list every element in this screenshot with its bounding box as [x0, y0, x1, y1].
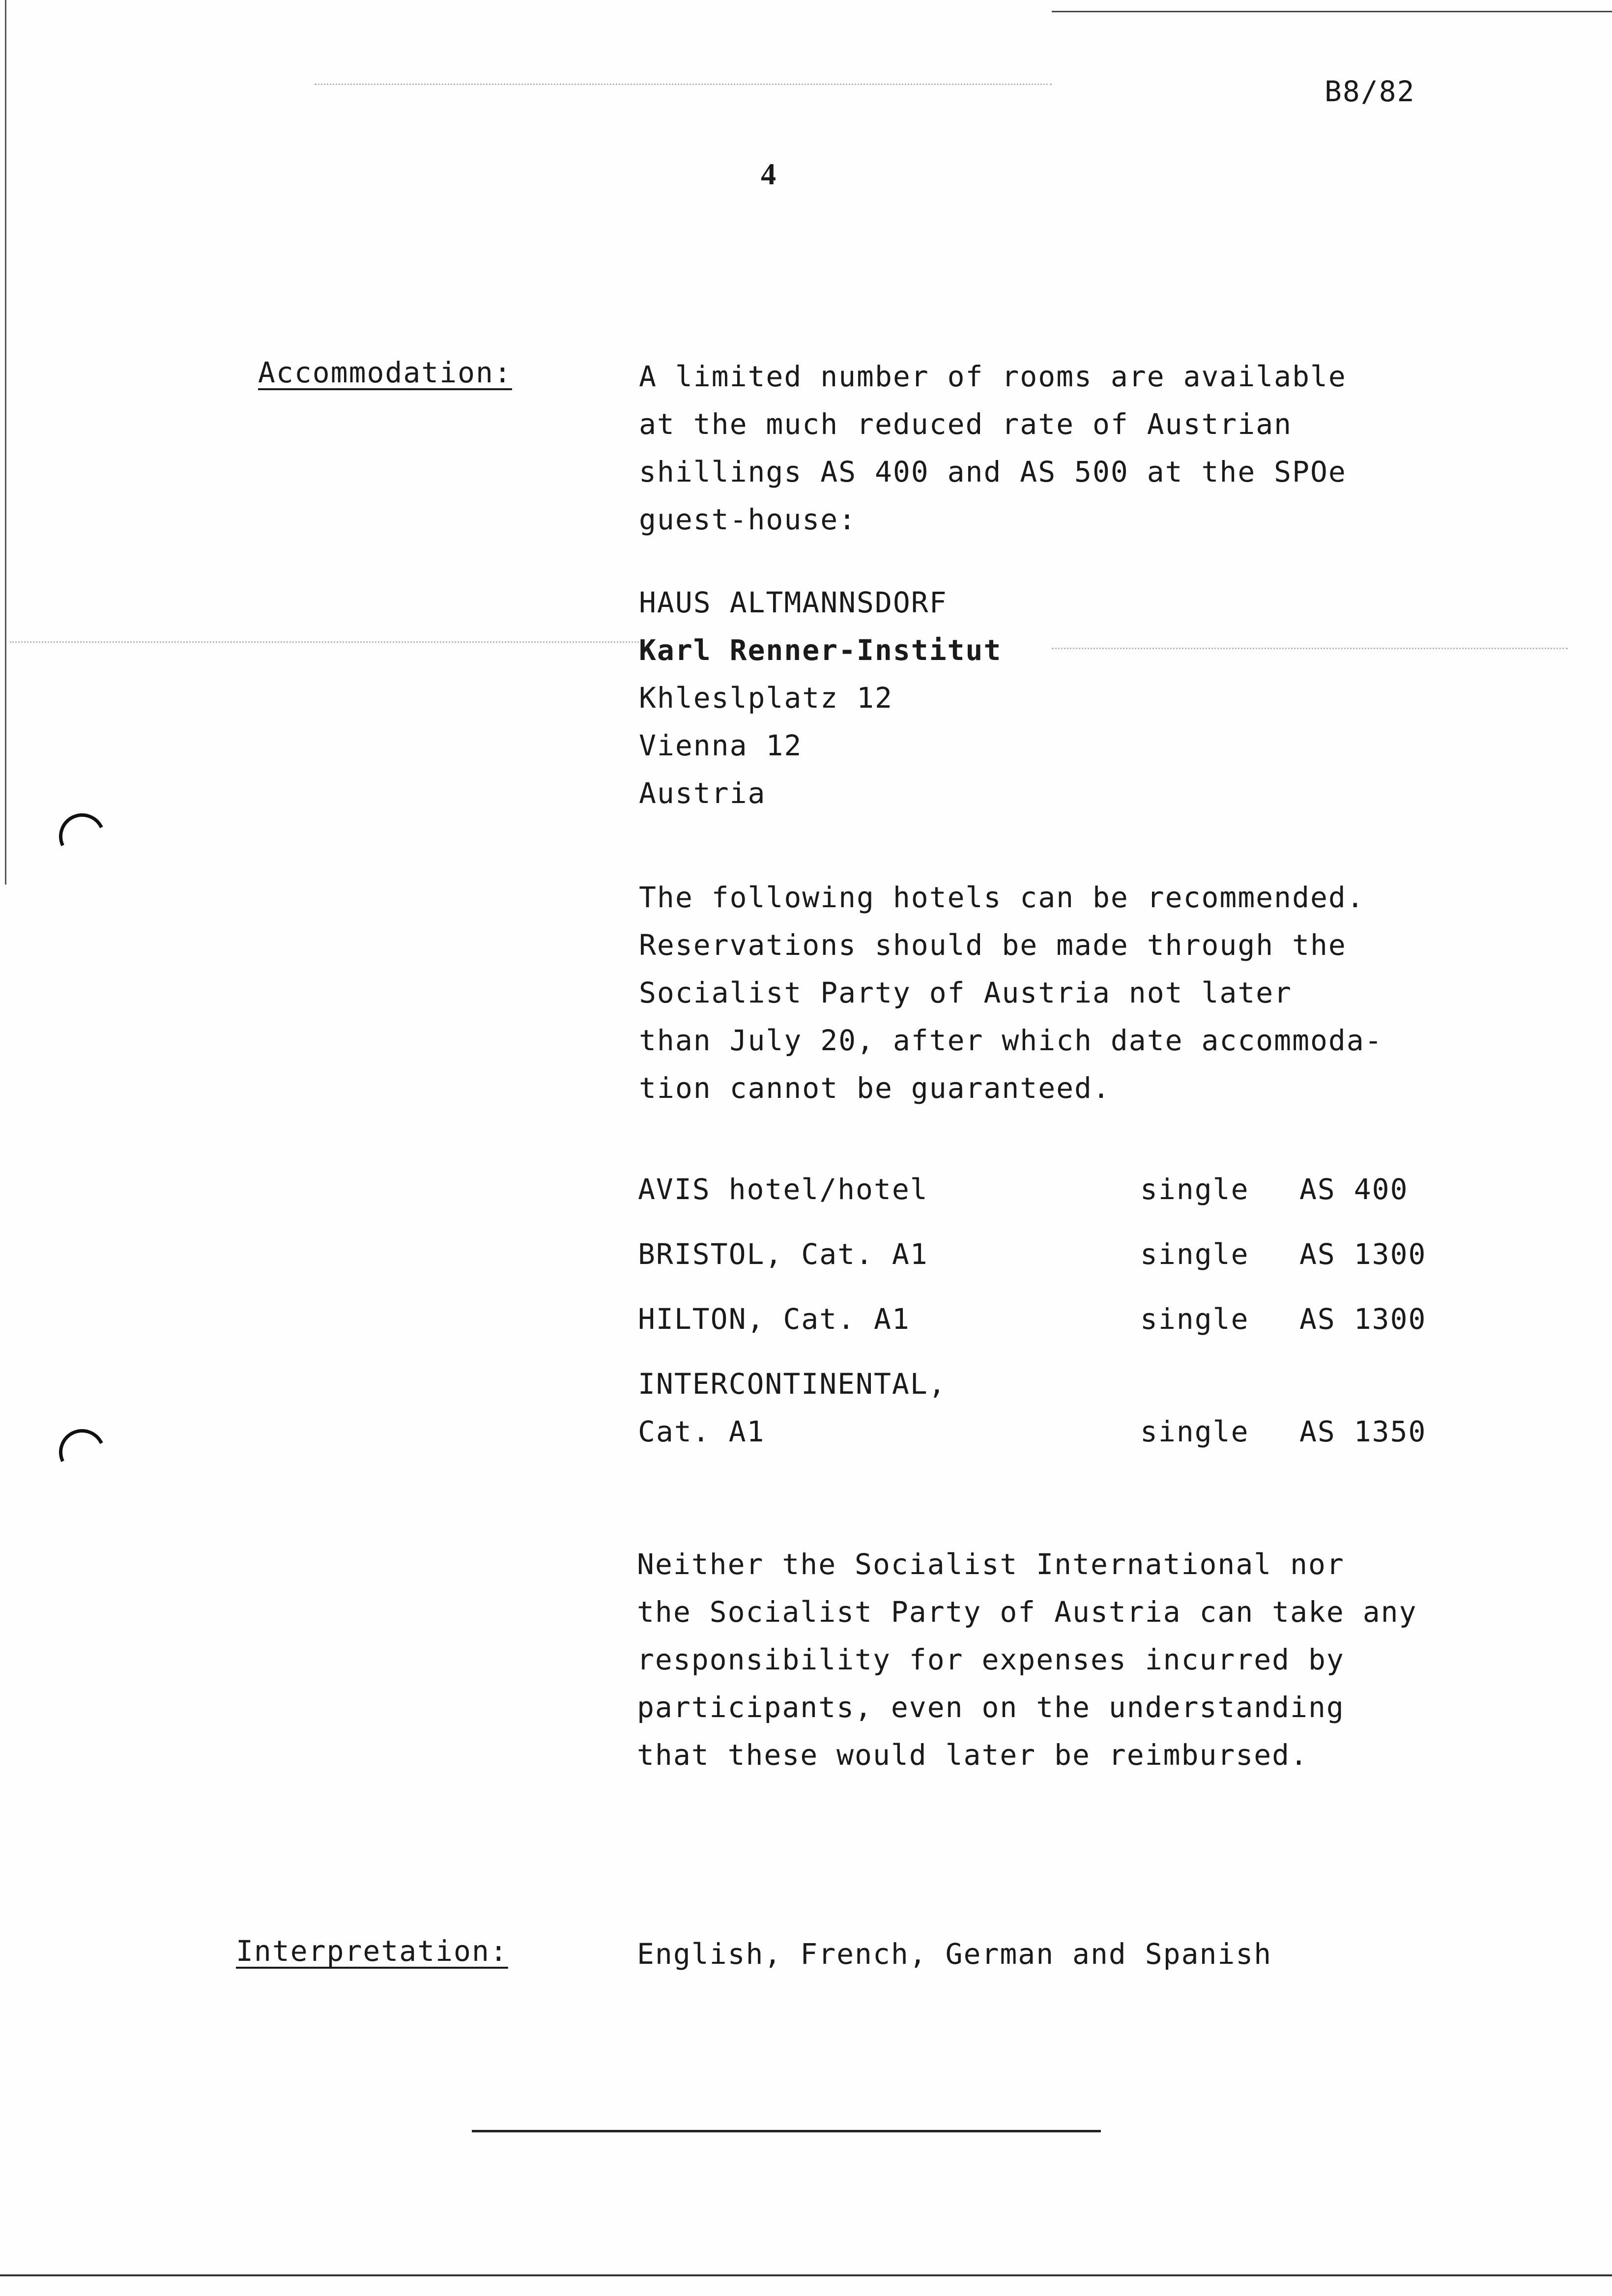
hotel-list [638, 1166, 1473, 1473]
address-line: Austria [639, 776, 766, 810]
disclaimer-text [637, 1541, 1522, 1779]
text-line: guest-house: [639, 503, 857, 536]
text-line: Neither the Socialist International nor [637, 1548, 1345, 1581]
text-line: The following hotels can be recommended. [639, 881, 1365, 914]
room-type: single [1140, 1237, 1249, 1271]
room-price: AS 1300 [1299, 1302, 1427, 1336]
punch-hole-mark [53, 1423, 112, 1482]
accommodation-intro [639, 353, 1524, 544]
hotel-name: HILTON, Cat. A1 [638, 1302, 910, 1336]
room-price: AS 1300 [1299, 1237, 1427, 1271]
room-price: AS 1350 [1299, 1415, 1427, 1448]
room-type: single [1140, 1173, 1249, 1206]
hotel-recommendation-text [639, 874, 1524, 1112]
hotel-row [638, 1231, 1473, 1295]
text-line: tion cannot be guaranteed. [639, 1071, 1111, 1105]
hotel-row [638, 1360, 1473, 1473]
room-type: single [1140, 1302, 1249, 1336]
text-line: the Socialist Party of Austria can take any [637, 1595, 1417, 1629]
document-number: B8/82 [1324, 75, 1415, 108]
text-line: Reservations should be made through the [639, 928, 1347, 962]
hotel-name-line: INTERCONTINENTAL, [638, 1367, 947, 1401]
address-line: Karl Renner-Institut [639, 633, 1002, 667]
hotel-name: AVIS hotel/hotel [638, 1173, 928, 1206]
text-line: participants, even on the understanding [637, 1691, 1345, 1724]
text-line: A limited number of rooms are available [639, 360, 1347, 393]
top-edge-line [1052, 11, 1612, 12]
accommodation-label: Accommodation: [258, 356, 512, 389]
scan-noise [10, 641, 639, 646]
interpretation-languages: English, French, German and Spanish [637, 1937, 1272, 1971]
text-line: Socialist Party of Austria not later [639, 976, 1293, 1009]
text-line: responsibility for expenses incurred by [637, 1643, 1345, 1676]
left-edge-line [5, 0, 6, 885]
room-type: single [1140, 1415, 1249, 1448]
scan-noise [315, 84, 1052, 88]
closing-rule [472, 2130, 1101, 2132]
punch-hole-mark [53, 807, 112, 866]
page-number: 4 [761, 158, 776, 191]
address-line: Vienna 12 [639, 729, 803, 762]
bottom-edge-line [0, 2274, 1612, 2276]
text-line: than July 20, after which date accommoda- [639, 1024, 1383, 1057]
interpretation-label: Interpretation: [236, 1934, 508, 1968]
text-line: at the much reduced rate of Austrian [639, 407, 1293, 441]
address-line: Khleslplatz 12 [639, 681, 893, 715]
text-line: that these would later be reimbursed. [637, 1738, 1309, 1772]
room-price: AS 400 [1299, 1173, 1409, 1206]
guest-house-address [639, 579, 1524, 817]
hotel-row [638, 1295, 1473, 1360]
text-line: shillings AS 400 and AS 500 at the SPOe [639, 455, 1347, 488]
address-line: HAUS ALTMANNSDORF [639, 586, 948, 619]
hotel-name-line: Cat. A1 [638, 1415, 765, 1448]
hotel-name: BRISTOL, Cat. A1 [638, 1237, 928, 1271]
hotel-row [638, 1166, 1473, 1231]
hotel-name [638, 1360, 947, 1456]
